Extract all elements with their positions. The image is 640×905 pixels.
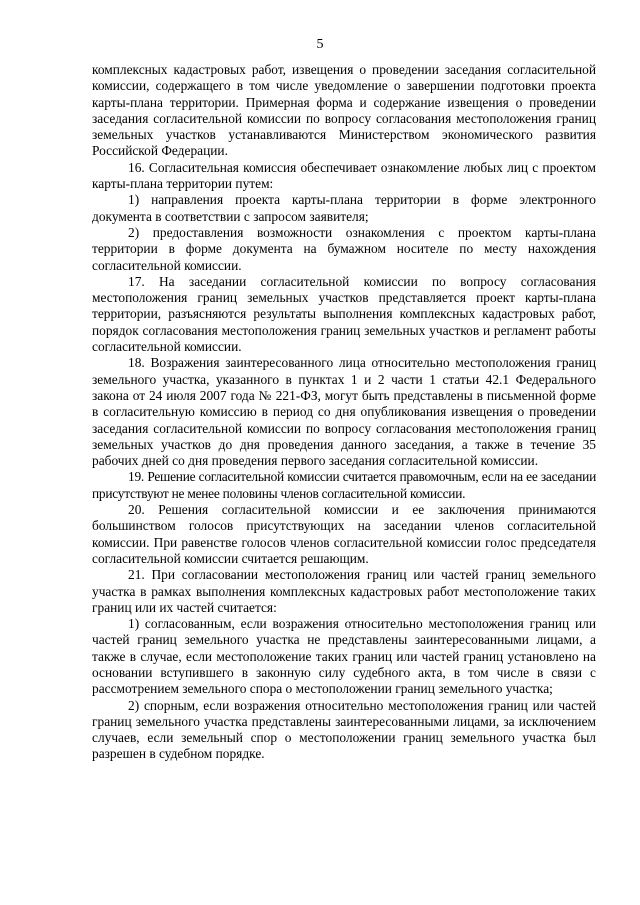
paragraph-16-item-2: 2) предоставления возможности ознакомления с проектом карты-плана территории в форме документа на бумажном носителе по месту нахождения согласительной комиссии.: [92, 224, 596, 273]
paragraph-21: 21. При согласовании местоположения границ или частей границ земельного участка в рамках выполнения комплексных кадастровых работ местоположение таких границ или их частей считается:: [92, 567, 596, 615]
page-number: 5: [316, 37, 324, 52]
paragraph-20: 20. Решения согласительной комиссии и ее заключения принимаются большинством голосов присутствующих на заседании членов согласительной комиссии. При равенстве голосов членов согласительной комиссии голос председателя согласительной комиссии считается решающим.: [92, 502, 596, 566]
document-body: [92, 62, 596, 763]
paragraph-continuation: комплексных кадастровых работ, извещения о проведении заседания согласительной комиссии, содержащего в том числе уведомление о завершении подготовки проекта карты-плана территории. Примерная форма и содержание извещения о проведении заседания согласительной комиссии по вопросу согласования местоположения границ земельных участков устанавливаются Министерством экономического развития Российской Федерации.: [92, 62, 596, 159]
paragraph-19: 19. Решение согласительной комиссии считается правомочным, если на ее заседании присутствуют не менее половины членов согласительной комиссии.: [92, 469, 596, 501]
paragraph-18: 18. Возражения заинтересованного лица относительно местоположения границ земельного участка, указанного в пунктах 1 и 2 части 1 статьи 42.1 Федерального закона от 24 июля 2007 года № 221-ФЗ, могут быть представлены в письменной форме в согласительную комиссию в период со дня опубликования извещения о проведении заседания согласительной комиссии по вопросу согласования местоположения границ земельных участков до дня проведения данного заседания, а также в течение 35 рабочих дней со дня проведения первого заседания согласительной комиссии.: [92, 355, 596, 469]
paragraph-21-item-1: 1) согласованным, если возражения относительно местоположения границ или частей границ земельного участка не представлены заинтересованными лицами, а также в случае, если местоположение таких границ или частей границ установлено на основании вступившего в законную силу судебного акта, в том числе в связи с рассмотрением земельного спора о местоположении границ земельного участка;: [92, 616, 596, 697]
paragraph-17: 17. На заседании согласительной комиссии по вопросу согласования местоположения границ земельных участков представляется проект карты-плана территории, разъясняются результаты выполнения комплексных кадастровых работ, порядок согласования местоположения границ земельных участков и регламент работы согласительной комиссии.: [92, 273, 596, 355]
paragraph-16-item-1: 1) направления проекта карты-плана территории в форме электронного документа в соответствии с запросом заявителя;: [92, 192, 596, 224]
paragraph-21-item-2: 2) спорным, если возражения относительно местоположения границ или частей границ земельного участка представлены заинтересованными лицами, за исключением случаев, если земельный спор о местоположении границ земельного участка был разрешен в судебном порядке.: [92, 697, 596, 762]
paragraph-16: 16. Согласительная комиссия обеспечивает ознакомление любых лиц с проектом карты-плана территории путем:: [92, 159, 596, 192]
